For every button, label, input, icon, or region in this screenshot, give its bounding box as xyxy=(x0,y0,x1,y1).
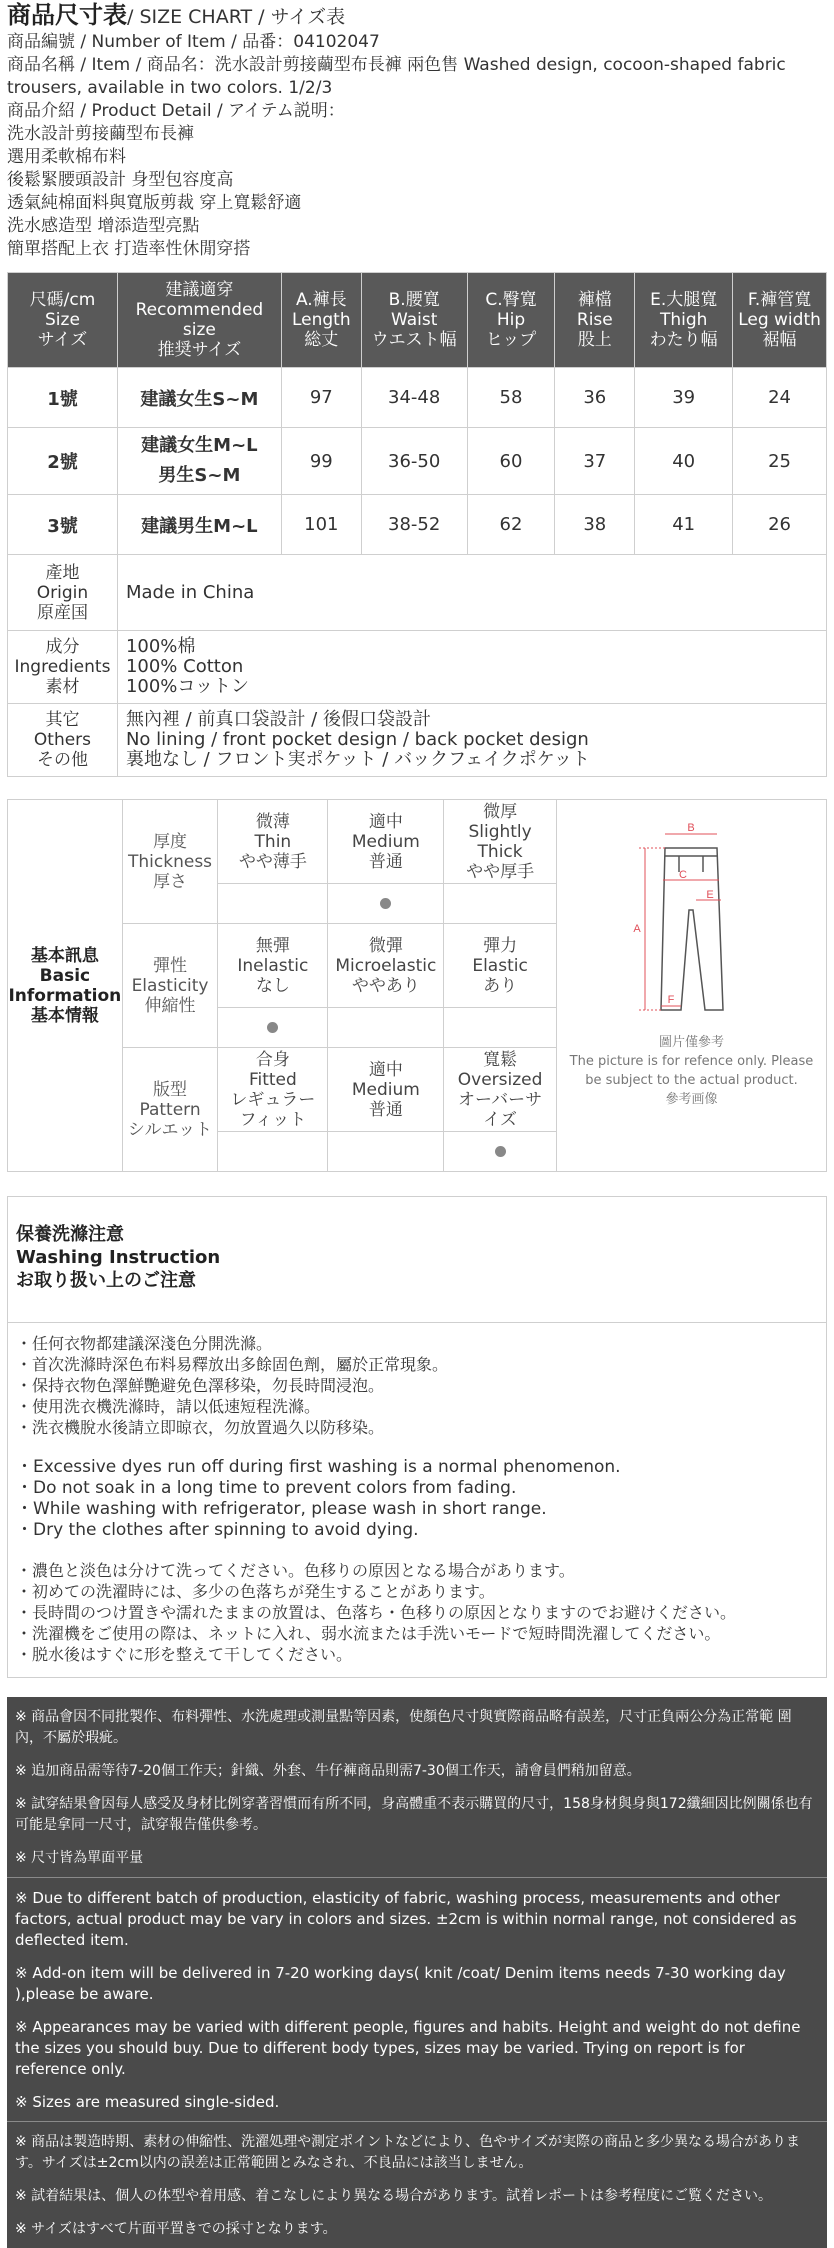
size-label: 2號 xyxy=(8,428,118,495)
pattern-option-medium: 適中 Medium 普通 xyxy=(328,1048,444,1132)
leg-width-value: 25 xyxy=(733,428,827,495)
pattern-option-fitted: 合身 Fitted レギュラー フィット xyxy=(218,1048,328,1132)
table-row xyxy=(8,428,827,495)
detail-line: 簡單搭配上衣 打造率性休閒穿搭 xyxy=(7,239,251,259)
origin-row xyxy=(8,555,827,631)
header-waist: B.腰寬 Waist ウエスト幅 xyxy=(361,273,467,368)
ingredients-row xyxy=(8,631,827,704)
rise-value: 36 xyxy=(555,368,635,428)
waist-value: 34-48 xyxy=(361,368,467,428)
detail-label: 商品介紹 / Product Detail / アイテム説明： xyxy=(7,101,345,121)
picture-note: 圖片僅參考 The picture is for refence only. Please be subject to the actual product. 參考画像 xyxy=(569,1035,814,1107)
item-number: 商品編號 / Number of Item / 品番：04102047 xyxy=(7,32,380,52)
hip-value: 60 xyxy=(467,428,555,495)
rise-value: 37 xyxy=(555,428,635,495)
selected-dot-icon xyxy=(267,1022,278,1033)
length-value: 99 xyxy=(281,428,361,495)
pattern-option-oversized: 寬鬆 Oversized オーバーサ イズ xyxy=(444,1048,557,1132)
waist-value: 38-52 xyxy=(361,495,467,555)
size-label: 3號 xyxy=(8,495,118,555)
selected-dot-icon xyxy=(495,1146,506,1157)
diagram-label-e: E xyxy=(706,889,714,901)
hip-value: 62 xyxy=(467,495,555,555)
header-thigh: E.大腿寬 Thigh わたり幅 xyxy=(635,273,733,368)
product-header xyxy=(7,0,827,272)
header-recommended: 建議適穿 Recommended size 推奨サイズ xyxy=(117,273,281,368)
length-value: 97 xyxy=(281,368,361,428)
origin-label: 產地 Origin 原産国 xyxy=(8,555,118,631)
thickness-select-thin xyxy=(218,884,328,924)
header-size: 尺碼/cm Size サイズ xyxy=(8,273,118,368)
item-name: 商品名稱 / Item / 商品名：洗水設計剪接繭型布長褲 兩色售 Washed design, cocoon-shaped fabric trousers, available in two colors. 1/2/3 xyxy=(7,55,786,98)
notice-jp: ※ 商品は製造時期、素材の伸縮性、洗濯処理や測定ポイントなどにより、色やサイズが実際の商品と多少異なる場合があります。サイズは±2cm以内の誤差は正常範囲とみなされ、不良品には該当しません。 ※ 試着結果は、個人の体型や着用感、着こなしにより異なる場合があります。試着レポートは参考程度にご覧ください。 ※ サイズはすべて片面平置きでの採寸となります。 xyxy=(15,2134,801,2237)
table-row xyxy=(8,495,827,555)
pants-diagram-cell xyxy=(556,800,826,1172)
recommended-size: 建議女生S~M xyxy=(117,368,281,428)
leg-width-value: 24 xyxy=(733,368,827,428)
others-label: 其它 Others その他 xyxy=(8,704,118,777)
size-label: 1號 xyxy=(8,368,118,428)
thickness-label: 厚度 Thickness 厚さ xyxy=(122,800,218,924)
pants-diagram xyxy=(557,820,826,1020)
waist-value: 36-50 xyxy=(361,428,467,495)
washing-cn: ・任何衣物都建議深淺色分開洗滌。 ・首次洗滌時深色布料易釋放出多餘固色劑，屬於正常現象。 ・保持衣物色澤鮮艷避免色澤移染，勿長時間浸泡。 ・使用洗衣機洗滌時，請以低速短程洗滌。 ・洗衣機脫水後請立即晾衣，勿放置過久以防移染。 xyxy=(16,1334,449,1437)
thickness-option-thin: 微薄 Thin やや薄手 xyxy=(218,800,328,884)
thickness-select-medium xyxy=(328,884,444,924)
rise-value: 38 xyxy=(555,495,635,555)
detail-line: 選用柔軟棉布料 xyxy=(7,147,126,167)
notice-cn: ※ 商品會因不同批製作、布料彈性、水洗處理或測量點等因素，使顏色尺寸與實際商品略有誤差，尺寸正負兩公分為正常範 圍內，不屬於瑕疵。 ※ 追加商品需等待7-20個工作天；針織、外套、牛仔褲商品則需7-30個工作天，請會員們稍加留意。 ※ 試穿結果會因每人感受及身材比例穿著習慣而有所不同，身高體重不表示購買的尺寸，158身材與身與172纖細因比例關係也有可能是拿同一尺寸，試穿報告僅供參考。 ※ 尺寸皆為單面平量 xyxy=(7,1697,827,1878)
table-row xyxy=(8,368,827,428)
elasticity-select-micro xyxy=(328,1008,444,1048)
basic-info-table xyxy=(7,799,827,1172)
detail-line: 後鬆緊腰頭設計 身型包容度高 xyxy=(7,170,234,190)
diagram-label-b: B xyxy=(687,822,695,834)
thickness-select-thick xyxy=(444,884,557,924)
size-table-header xyxy=(8,273,827,368)
detail-line: 透氣純棉面料與寬版剪裁 穿上寬鬆舒適 xyxy=(7,193,302,213)
header-hip: C.臀寬 Hip ヒップ xyxy=(467,273,555,368)
thigh-value: 39 xyxy=(635,368,733,428)
hip-value: 58 xyxy=(467,368,555,428)
others-value: 無內裡 / 前真口袋設計 / 後假口袋設計 No lining / front pocket design / back pocket design 裏地なし / フロント実ポケット / バックフェイクポケット xyxy=(117,704,826,777)
size-table xyxy=(7,272,827,777)
washing-en: ・Excessive dyes run off during first washing is a normal phenomenon. ・Do not soak in a long time to prevent colors from fading. ・While washing with refrigerator, please wash in short range. ・Dry the clothes after spinning to avoid dying. xyxy=(16,1457,621,1540)
thigh-value: 41 xyxy=(635,495,733,555)
diagram-label-c: C xyxy=(678,869,687,881)
washing-jp: ・濃色と淡色は分けて洗ってください。色移りの原因となる場合があります。 ・初めての洗濯時には、多少の色落ちが発生することがあります。 ・長時間のつけ置きや濡れたままの放置は、色落ち・色移りの原因となりますのでお避けください。 ・洗濯機をご使用の際は、ネットに入れ、弱水流または手洗いモードで短時間洗濯してください。 ・脱水後はすぐに形を整えて干してください。 xyxy=(16,1561,737,1664)
notice-box xyxy=(7,1697,827,2248)
elasticity-option-inelastic: 無彈 Inelastic なし xyxy=(218,924,328,1008)
diagram-label-f: F xyxy=(667,994,675,1006)
others-row xyxy=(8,704,827,777)
length-value: 101 xyxy=(281,495,361,555)
header-rise: 褲檔 Rise 股上 xyxy=(555,273,635,368)
pattern-select-oversized xyxy=(444,1132,557,1172)
elasticity-option-elastic: 彈力 Elastic あり xyxy=(444,924,557,1008)
ingredients-value: 100%棉 100% Cotton 100%コットン xyxy=(117,631,826,704)
recommended-size: 建議男生M~L xyxy=(117,495,281,555)
thickness-option-thick: 微厚 Slightly Thick やや厚手 xyxy=(444,800,557,884)
elasticity-option-micro: 微彈 Microelastic ややあり xyxy=(328,924,444,1008)
pattern-select-medium xyxy=(328,1132,444,1172)
thickness-option-medium: 適中 Medium 普通 xyxy=(328,800,444,884)
size-chart-title: 商品尺寸表/ SIZE CHART / サイズ表 xyxy=(7,1,346,29)
elasticity-select-elastic xyxy=(444,1008,557,1048)
diagram-label-a: A xyxy=(633,923,641,935)
header-length: A.褲長 Length 総丈 xyxy=(281,273,361,368)
notice-en: ※ Due to different batch of production, elasticity of fabric, washing process, measurements and other factors, actual product may be vary in colors and sizes. ±2cm is within normal range, not considered as deflected item. ※ Add-on item will be delivered in 7-20 working days( knit /coat/ Denim items needs 7-30 working day ),please be aware. ※ Appearances may be varied with different people, figures and habits. Height and weight do not define the sizes you should buy. Due to different body types, sizes may be varied. Trying on report is for reference only. ※ Sizes are measured single-sided. xyxy=(7,1878,827,2122)
pants-outline xyxy=(661,848,723,1010)
elasticity-label: 彈性 Elasticity 伸縮性 xyxy=(122,924,218,1048)
selected-dot-icon xyxy=(380,898,391,909)
washing-heading: 保養洗滌注意 Washing Instruction お取り扱い上のご注意 xyxy=(7,1196,827,1323)
elasticity-select-inelastic xyxy=(218,1008,328,1048)
origin-value: Made in China xyxy=(117,555,826,631)
pattern-select-fitted xyxy=(218,1132,328,1172)
thigh-value: 40 xyxy=(635,428,733,495)
basic-info-heading: 基本訊息 Basic Information 基本情報 xyxy=(8,800,123,1172)
header-leg-width: F.褲管寬 Leg width 裾幅 xyxy=(733,273,827,368)
detail-line: 洗水感造型 增添造型亮點 xyxy=(7,216,200,236)
washing-body xyxy=(7,1323,827,1678)
leg-width-value: 26 xyxy=(733,495,827,555)
ingredients-label: 成分 Ingredients 素材 xyxy=(8,631,118,704)
pattern-label: 版型 Pattern シルエット xyxy=(122,1048,218,1172)
recommended-size: 建議女生M~L 男生S~M xyxy=(117,428,281,495)
detail-line: 洗水設計剪接繭型布長褲 xyxy=(7,124,194,144)
